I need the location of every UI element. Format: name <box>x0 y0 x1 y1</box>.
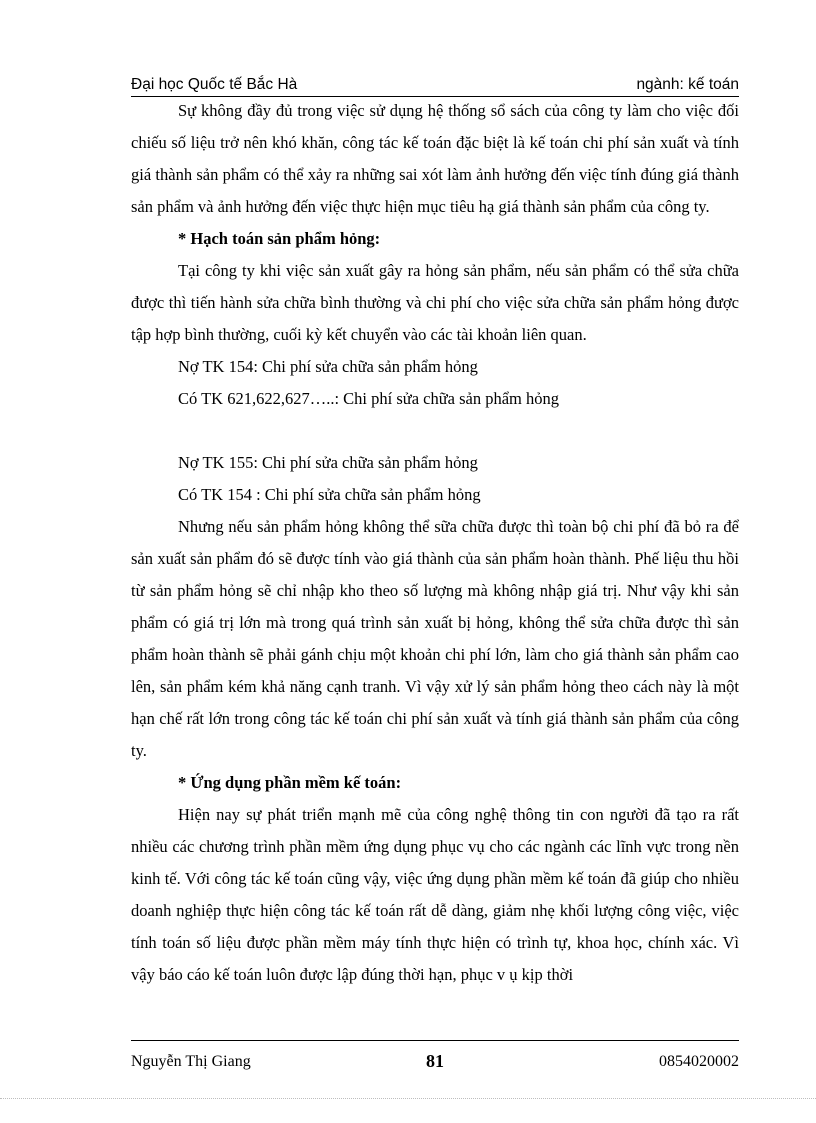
body-text <box>131 95 739 991</box>
paragraph: Hiện nay sự phát triển mạnh mẽ của công nghệ thông tin con người đã tạo ra rất nhiều các chương trình phần mềm ứng dụng phục vụ cho các ngành các lĩnh vực trong nền kinh tế. Với công tác kế toán cũng vậy, việc ứng dụng phần mềm kế toán đã giúp cho nhiều doanh nghiệp thực hiện công tác kế toán rất dễ dàng, giảm nhẹ khối lượng công việc, việc tính toán số liệu được phần mềm máy tính thực hiện có trình tự, khoa học, chính xác. Vì vậy báo cáo kế toán luôn được lập đúng thời hạn, phục v ụ kịp thời <box>131 805 739 984</box>
page-header <box>131 74 739 97</box>
footer-student-id: 0854020002 <box>659 1053 739 1070</box>
accounting-entry: Có TK 621,622,627…..: Chi phí sửa chữa sản phẩm hỏng <box>178 389 560 408</box>
page-footer <box>131 1040 739 1071</box>
footer-author: Nguyễn Thị Giang <box>131 1053 251 1070</box>
page-number: 81 <box>426 1051 444 1071</box>
paragraph: Nhưng nếu sản phẩm hỏng không thể sữa chữa được thì toàn bộ chi phí đã bỏ ra để sản xuất sản phẩm đó sẽ được tính vào giá thành của sản phẩm hoàn thành. Phế liệu thu hồi từ sản phẩm hỏng sẽ chỉ nhập kho theo số lượng mà không nhập giá trị. Như vậy khi sản phẩm có giá trị lớn mà trong quá trình sản xuất bị hỏng, không thể sửa chữa được thì sản phẩm hoàn thành sẽ phải gánh chịu một khoản chi phí lớn, làm cho giá thành sản phẩm cao lên, sản phẩm kém khả năng cạnh tranh. Vì vậy xử lý sản phẩm hỏng theo cách này là một hạn chế rất lớn trong công tác kế toán chi phí sản xuất và tính giá thành sản phẩm của công ty. <box>131 517 739 760</box>
section-heading: * Hạch toán sản phẩm hỏng: <box>178 229 381 248</box>
accounting-entry: Nợ TK 155: Chi phí sửa chữa sản phẩm hỏng <box>178 453 478 472</box>
accounting-entry: Có TK 154 : Chi phí sửa chữa sản phẩm hỏng <box>178 485 481 504</box>
paragraph: Tại công ty khi việc sản xuất gây ra hỏng sản phẩm, nếu sản phẩm có thể sửa chữa được thì tiến hành sửa chữa bình thường và chi phí cho việc sửa chữa sản phẩm hỏng được tập hợp bình thường, cuối kỳ kết chuyển vào các tài khoản liên quan. <box>131 261 739 344</box>
section-heading: * Ứng dụng phần mềm kế toán: <box>178 773 402 792</box>
page-boundary-divider <box>0 1098 816 1099</box>
header-major: ngành: kế toán <box>636 76 739 93</box>
spacer <box>131 415 739 447</box>
accounting-entry: Nợ TK 154: Chi phí sửa chữa sản phẩm hỏng <box>178 357 478 376</box>
paragraph: Sự không đầy đủ trong việc sử dụng hệ thống sổ sách của công ty làm cho việc đối chiếu số liệu trở nên khó khăn, công tác kế toán đặc biệt là kế toán chi phí sản xuất và tính giá thành sản phẩm có thể xảy ra những sai xót làm ảnh hưởng đến việc tính đúng giá thành sản phẩm và ảnh hưởng đến việc thực hiện mục tiêu hạ giá thành sản phẩm của công ty. <box>131 101 739 216</box>
header-university: Đại học Quốc tế Bắc Hà <box>131 76 298 93</box>
